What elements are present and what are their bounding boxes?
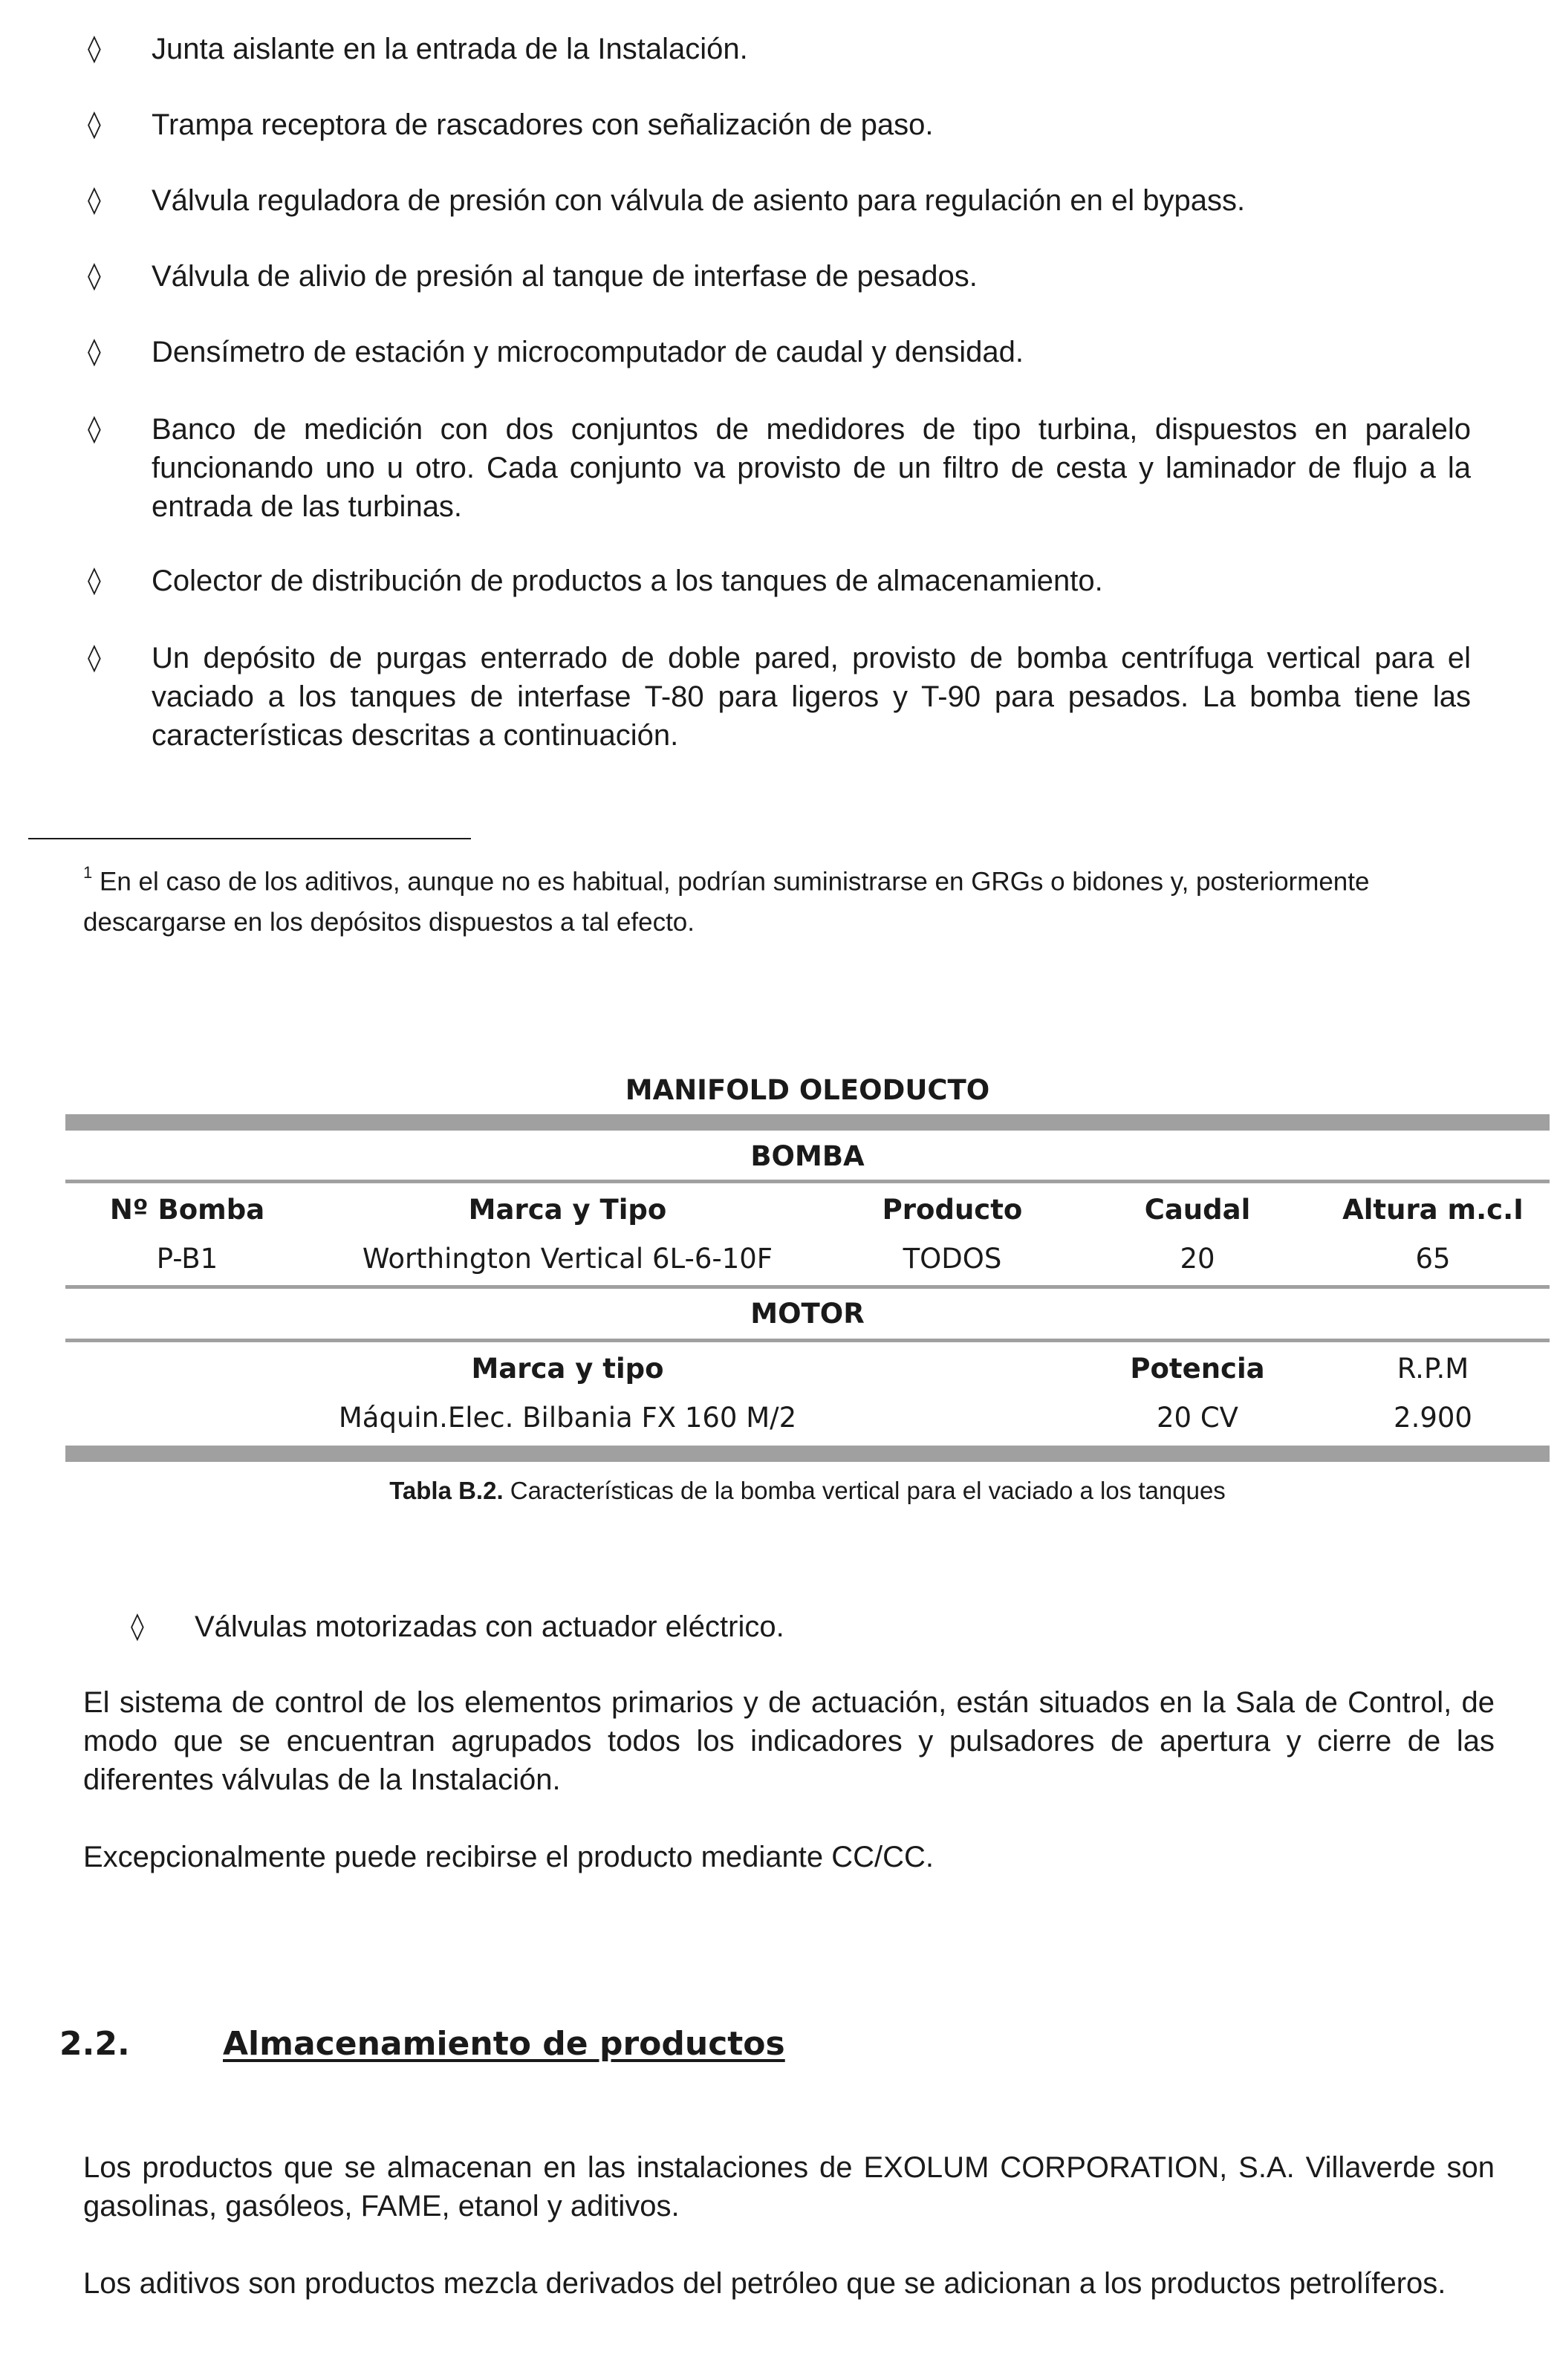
- list-item-text: Densímetro de estación y microcomputador de caudal y densidad.: [152, 336, 1024, 368]
- col-header-pump-number: Nº Bomba: [109, 1194, 265, 1226]
- diamond-bullet-icon: ◊: [88, 414, 101, 444]
- cell-motor-brand: Máquin.Elec. Bilbania FX 160 M/2: [338, 1402, 797, 1434]
- diamond-bullet-icon: ◊: [88, 643, 101, 673]
- col-header-product: Producto: [882, 1194, 1023, 1226]
- list-item-text: Válvula de alivio de presión al tanque de interfase de pesados.: [152, 260, 978, 293]
- paragraph: Los productos que se almacenan en las instalaciones de EXOLUM CORPORATION, S.A. Villaverde son gasolinas, gasóleos, FAME, etanol y aditivos.: [83, 2151, 1495, 2223]
- cell-height: 65: [1415, 1243, 1451, 1275]
- caption-label: Tabla B.2.: [389, 1477, 504, 1504]
- cell-brand-type: Worthington Vertical 6L-6-10F: [362, 1243, 773, 1275]
- list-item-text: Válvulas motorizadas con actuador eléctrico.: [195, 1610, 784, 1643]
- diamond-bullet-icon: ◊: [88, 261, 101, 291]
- table-caption: [65, 1472, 1550, 1509]
- section-number: 2.2.: [59, 2025, 130, 2063]
- cell-flow: 20: [1180, 1243, 1215, 1275]
- list-item-text: Banco de medición con dos conjuntos de medidores de tipo turbina, dispuestos en paralelo funcionando uno u otro. Cada conjunto va provisto de un filtro de cesta y laminador de flujo a la entrada de las turbinas.: [152, 413, 1471, 523]
- cell-pump-number: P-B1: [156, 1243, 218, 1275]
- diamond-bullet-icon: ◊: [88, 33, 101, 64]
- table-divider: [65, 1285, 1550, 1289]
- col-header-rpm: R.P.M: [1397, 1353, 1469, 1385]
- motor-section-heading: MOTOR: [750, 1298, 865, 1330]
- cell-power: 20 CV: [1157, 1402, 1238, 1434]
- section-title: Almacenamiento de productos: [223, 2025, 785, 2063]
- diamond-bullet-icon: ◊: [88, 109, 101, 140]
- cell-rpm: 2.900: [1394, 1402, 1472, 1434]
- footnote-text: En el caso de los aditivos, aunque no es habitual, podrían suministrarse en GRGs o bidones y, posteriormente descargarse en los depósitos dispuestos a tal efecto.: [83, 867, 1370, 937]
- list-item-text: Válvula reguladora de presión con válvula de asiento para regulación en el bypass.: [152, 184, 1246, 217]
- diamond-bullet-icon: ◊: [88, 185, 101, 215]
- footnote-number: 1: [83, 863, 93, 882]
- col-header-power: Potencia: [1130, 1353, 1265, 1385]
- col-header-motor-brand: Marca y tipo: [471, 1353, 664, 1385]
- paragraph: El sistema de control de los elementos primarios y de actuación, están situados en la Sala de Control, de modo que se encuentran agrupados todos los indicadores y pulsadores de apertura y cierre de las diferentes válvulas de la Instalación.: [83, 1686, 1495, 1796]
- table-bottom-bar: [65, 1446, 1550, 1462]
- footnote-divider: [28, 838, 471, 839]
- diamond-bullet-icon: ◊: [88, 565, 101, 596]
- diamond-bullet-icon: ◊: [88, 336, 101, 367]
- paragraph: Excepcionalmente puede recibirse el producto mediante CC/CC.: [83, 1841, 934, 1873]
- col-header-flow: Caudal: [1144, 1194, 1251, 1226]
- col-header-brand-type: Marca y Tipo: [468, 1194, 667, 1226]
- list-item-text: Colector de distribución de productos a los tanques de almacenamiento.: [152, 565, 1103, 597]
- cell-product: TODOS: [903, 1243, 1002, 1275]
- caption-text: Características de la bomba vertical para el vaciado a los tanques: [503, 1477, 1226, 1504]
- table-divider: [65, 1339, 1550, 1342]
- table-title: MANIFOLD OLEODUCTO: [625, 1074, 990, 1106]
- table-top-bar: [65, 1114, 1550, 1131]
- list-item-text: Un depósito de purgas enterrado de doble pared, provisto de bomba centrífuga vertical para el vaciado a los tanques de interfase T-80 para ligeros y T-90 para pesados. La bomba tiene las características descritas a continuación.: [152, 642, 1471, 752]
- list-item-text: Trampa receptora de rascadores con señalización de paso.: [152, 108, 934, 141]
- pump-section-heading: BOMBA: [750, 1140, 865, 1172]
- table-divider: [65, 1180, 1550, 1183]
- footnote: [83, 856, 1443, 943]
- diamond-bullet-icon: ◊: [131, 1611, 144, 1642]
- col-header-height: Altura m.c.I: [1342, 1194, 1524, 1226]
- paragraph: Los aditivos son productos mezcla derivados del petróleo que se adicionan a los productos petrolíferos.: [83, 2267, 1446, 2300]
- list-item-text: Junta aislante en la entrada de la Instalación.: [152, 33, 748, 65]
